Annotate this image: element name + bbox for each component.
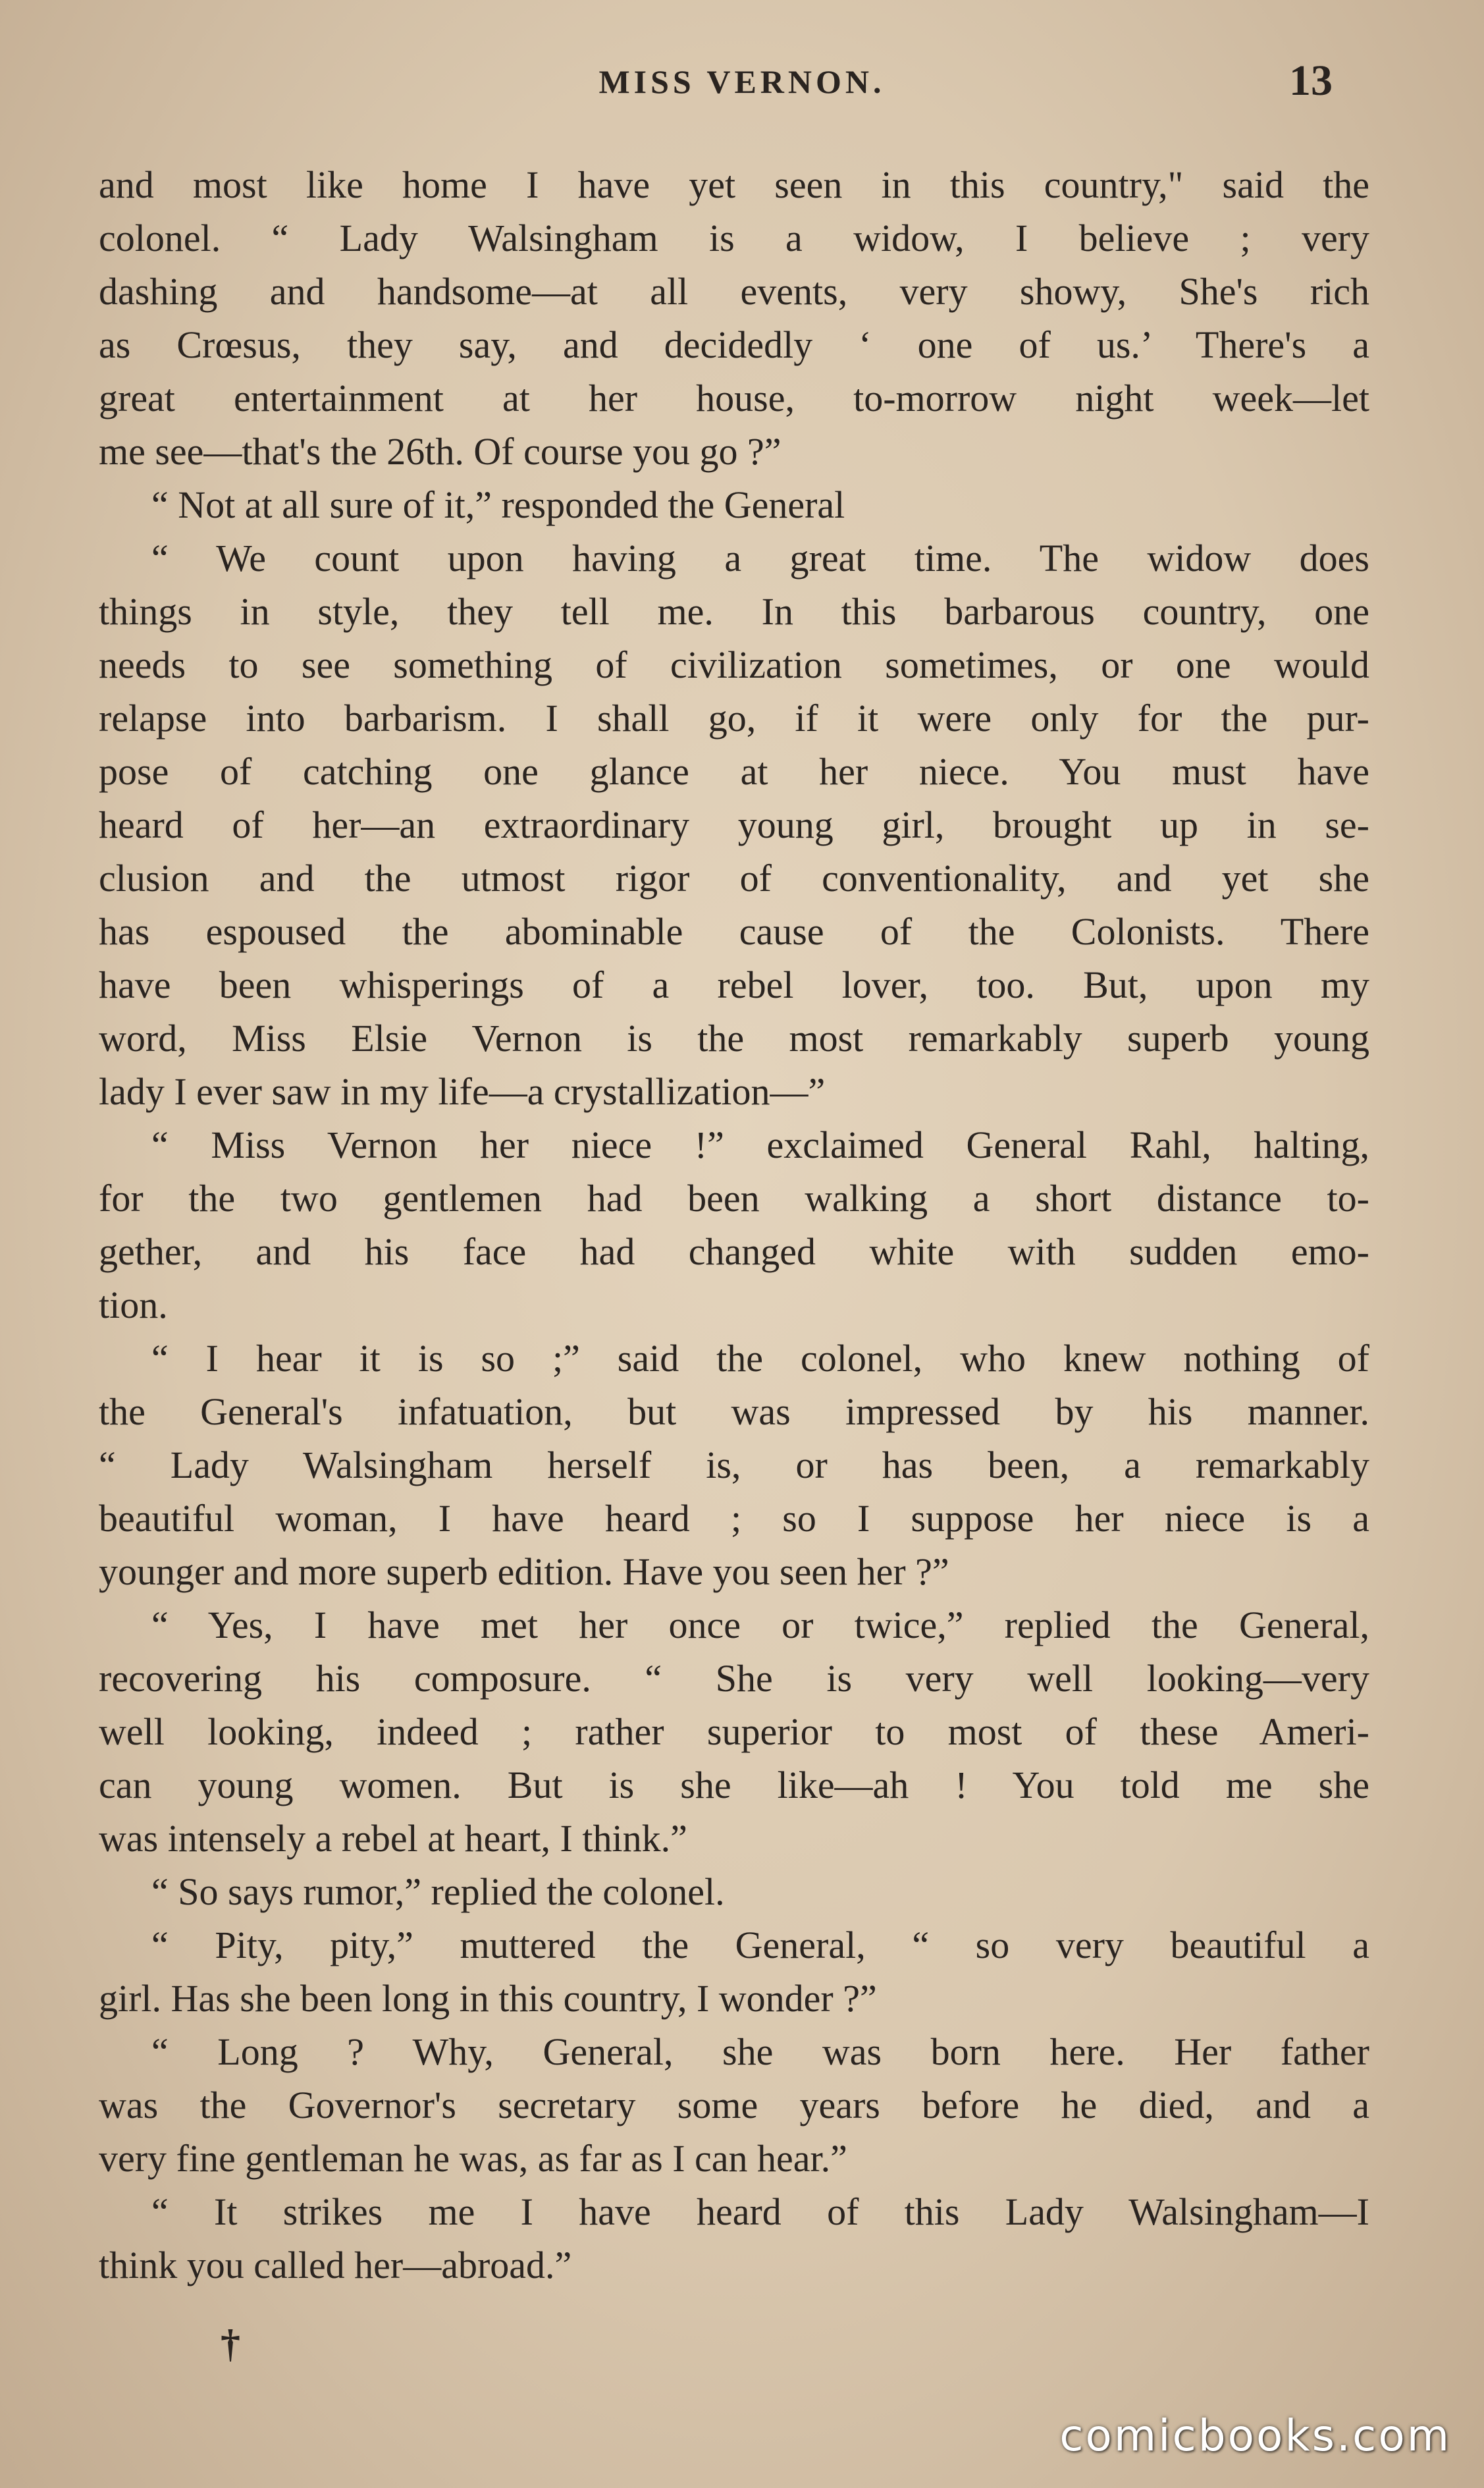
text-line: can young women. But is she like—ah ! You told me she [99,1764,1369,1806]
text-line: “ I hear it is so ;” said the colonel, who knew nothing of [151,1337,1369,1380]
text-line: and most like home I have yet seen in this country," said the [99,163,1369,206]
text-line: things in style, they tell me. In this barbarous country, one [99,590,1369,633]
text-line: have been whisperings of a rebel lover, too. But, upon my [99,963,1369,1006]
text-line: “ Yes, I have met her once or twice,” replied the General, [151,1604,1369,1646]
text-line: “ It strikes me I have heard of this Lady Walsingham—I [151,2190,1369,2233]
printer-ornament: † [221,2322,240,2366]
text-line: “ Pity, pity,” muttered the General, “ so very beautiful a [151,1924,1369,1966]
text-line: me see—that's the 26th. Of course you go ?” [99,430,782,473]
text-line: was intensely a rebel at heart, I think.” [99,1817,687,1860]
text-line: “ Miss Vernon her niece !” exclaimed General Rahl, halting, [151,1123,1369,1166]
text-line: beautiful woman, I have heard ; so I suppose her niece is a [99,1497,1369,1540]
text-line: needs to see something of civilization sometimes, or one would [99,643,1369,686]
text-line: “ Lady Walsingham herself is, or has been, a remarkably [99,1444,1369,1486]
text-line: the General's infatuation, but was impressed by his manner. [99,1390,1369,1433]
text-line: word, Miss Elsie Vernon is the most remarkably superb young [99,1017,1369,1060]
text-line: “ So says rumor,” replied the colonel. [151,1870,725,1913]
text-line: has espoused the abominable cause of the Colonists. There [99,910,1369,953]
text-line: pose of catching one glance at her niece. You must have [99,750,1369,793]
text-line: heard of her—an extraordinary young girl, brought up in se- [99,803,1369,846]
text-line: was the Governor's secretary some years before he died, and a [99,2084,1369,2126]
text-line: “ Not at all sure of it,” responded the General [151,483,845,526]
text-line: for the two gentlemen had been walking a short distance to- [99,1177,1369,1220]
text-line: lady I ever saw in my life—a crystallization—” [99,1070,826,1113]
text-line: tion. [99,1284,168,1326]
text-line: “ We count upon having a great time. The widow does [151,537,1369,580]
text-line: girl. Has she been long in this country, I wonder ?” [99,1977,877,2020]
text-line: as Crœsus, they say, and decidedly ‘ one of us.’ There's a [99,323,1369,366]
text-line: great entertainment at her house, to-morrow night week—let [99,377,1369,419]
running-head [99,57,1385,115]
text-line: think you called her—abroad.” [99,2244,572,2286]
text-line: dashing and handsome—at all events, very showy, She's rich [99,270,1369,313]
text-line: clusion and the utmost rigor of conventionality, and yet she [99,857,1369,900]
text-line: very fine gentleman he was, as far as I can hear.” [99,2137,847,2180]
body-text [99,158,1369,2292]
text-line: recovering his composure. “ She is very well looking—very [99,1657,1369,1700]
site-watermark: comicbooks.com [1059,2410,1451,2461]
text-line: relapse into barbarism. I shall go, if it were only for the pur- [99,697,1369,740]
text-line: younger and more superb edition. Have you seen her ?” [99,1550,949,1593]
running-title: MISS VERNON. [598,63,886,100]
text-line: colonel. “ Lady Walsingham is a widow, I believe ; very [99,217,1369,259]
text-line: gether, and his face had changed white with sudden emo- [99,1230,1369,1273]
text-line: “ Long ? Why, General, she was born here. Her father [151,2030,1369,2073]
page-number: 13 [1289,57,1333,105]
text-line: well looking, indeed ; rather superior to most of these Ameri- [99,1710,1369,1753]
